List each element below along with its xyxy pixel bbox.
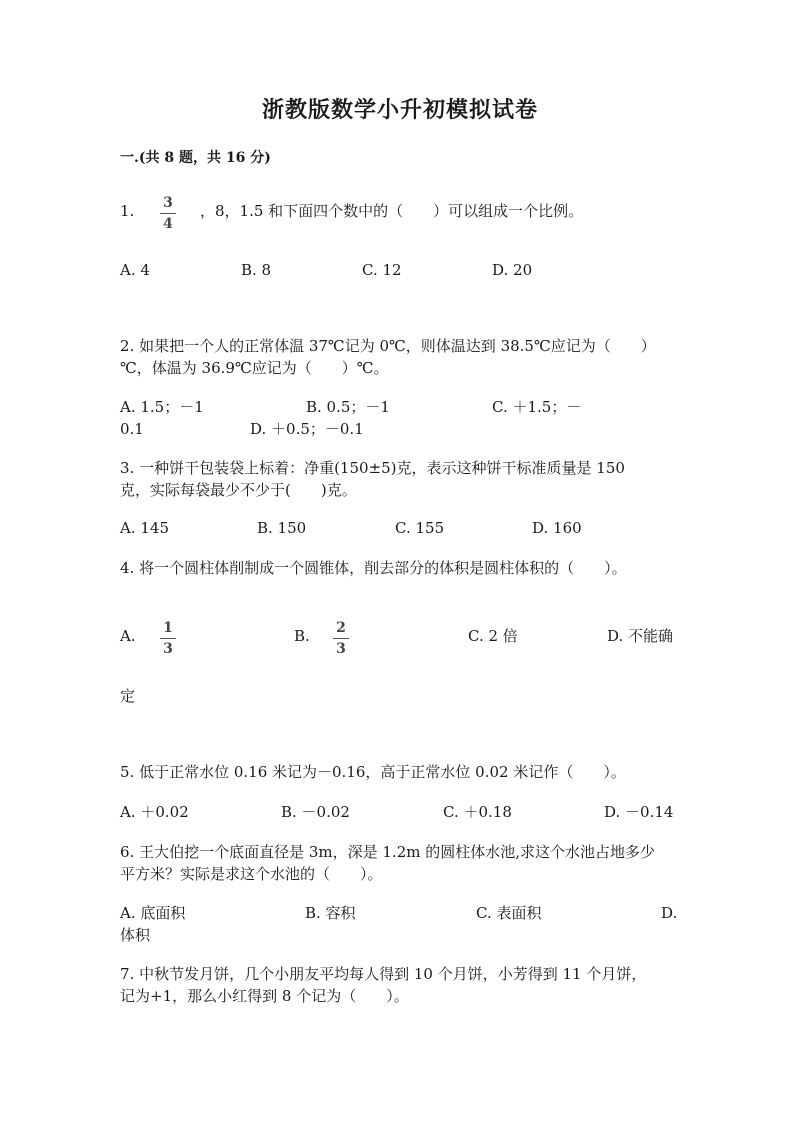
fraction-denominator: 3 (163, 641, 173, 657)
question-text-line2: 记为+1，那么小红得到 8 个记为（ ）。 (120, 987, 409, 1005)
fraction-denominator: 4 (163, 216, 173, 232)
fraction-numerator: 2 (336, 620, 346, 636)
option-b: B. 容积 (305, 904, 356, 922)
option-c: C. 12 (362, 261, 402, 279)
option-b: B. 0.5；－1 (306, 398, 390, 416)
option-wrap: 0.1 (120, 420, 144, 438)
fraction-numerator: 1 (163, 620, 173, 636)
fraction (157, 620, 179, 657)
fraction-denominator: 3 (336, 641, 346, 657)
question-text-line1: 3. 一种饼干包装袋上标着：净重(150±5)克，表示这种饼干标准质量是 150 (120, 459, 625, 477)
option-c: C. 2 倍 (468, 627, 518, 645)
option-d: D. －0.14 (604, 803, 674, 821)
option-b: B. (294, 627, 310, 645)
option-a: A. (120, 627, 136, 645)
option-b: B. 8 (241, 261, 272, 279)
section-heading: 一.(共 8 题，共 16 分) (120, 150, 271, 166)
page-title: 浙教版数学小升初模拟试卷 (261, 97, 538, 123)
option-wrap: 定 (120, 687, 136, 705)
question-number: 1. (120, 202, 135, 220)
option-d: D. (661, 904, 678, 922)
option-a: A. 145 (120, 519, 169, 537)
option-c: C. ＋0.18 (443, 803, 512, 821)
question-text-line2: 平方米？实际是求这个水池的（ ）。 (120, 865, 383, 883)
question-text-line2: ℃，体温为 36.9℃应记为（ ）℃。 (120, 359, 389, 377)
question-text-line2: 克，实际每袋最少不少于( )克。 (120, 481, 357, 499)
question-text-line1: 4. 将一个圆柱体削制成一个圆锥体，削去部分的体积是圆柱体积的（ ）。 (120, 559, 627, 577)
fraction (157, 195, 179, 232)
option-a: A. 4 (120, 261, 150, 279)
option-d: D. ＋0.5；－0.1 (250, 420, 364, 438)
fraction-bar (160, 638, 176, 639)
question-text-line1: 7. 中秋节发月饼，几个小朋友平均每人得到 10 个月饼，小芳得到 11 个月饼， (120, 965, 647, 983)
option-b: B. －0.02 (281, 803, 350, 821)
fraction (330, 620, 352, 657)
option-d: D. 不能确 (607, 627, 674, 645)
option-c: C. 表面积 (476, 904, 542, 922)
option-a: A. 1.5；－1 (120, 398, 204, 416)
question-text-line1: 6. 王大伯挖一个底面直径是 3m，深是 1.2m 的圆柱体水池,求这个水池占地多少 (120, 843, 656, 861)
fraction-bar (160, 213, 176, 214)
option-wrap: 体积 (120, 926, 151, 944)
question-text-line1: 5. 低于正常水位 0.16 米记为－0.16，高于正常水位 0.02 米记作（ ）。 (120, 763, 626, 781)
option-c: C. ＋1.5；－ (492, 398, 582, 416)
option-d: D. 160 (532, 519, 582, 537)
option-d: D. 20 (492, 261, 533, 279)
question-text-line1: 2. 如果把一个人的正常体温 37℃记为 0℃，则体温达到 38.5℃应记为（ ） (120, 337, 656, 355)
fraction-bar (333, 638, 349, 639)
option-a: A. 底面积 (120, 904, 186, 922)
fraction-numerator: 3 (163, 195, 173, 211)
question-text: ，8，1.5 和下面四个数中的（ ）可以组成一个比例。 (200, 202, 584, 220)
option-c: C. 155 (395, 519, 445, 537)
option-b: B. 150 (257, 519, 307, 537)
option-a: A. ＋0.02 (120, 803, 189, 821)
